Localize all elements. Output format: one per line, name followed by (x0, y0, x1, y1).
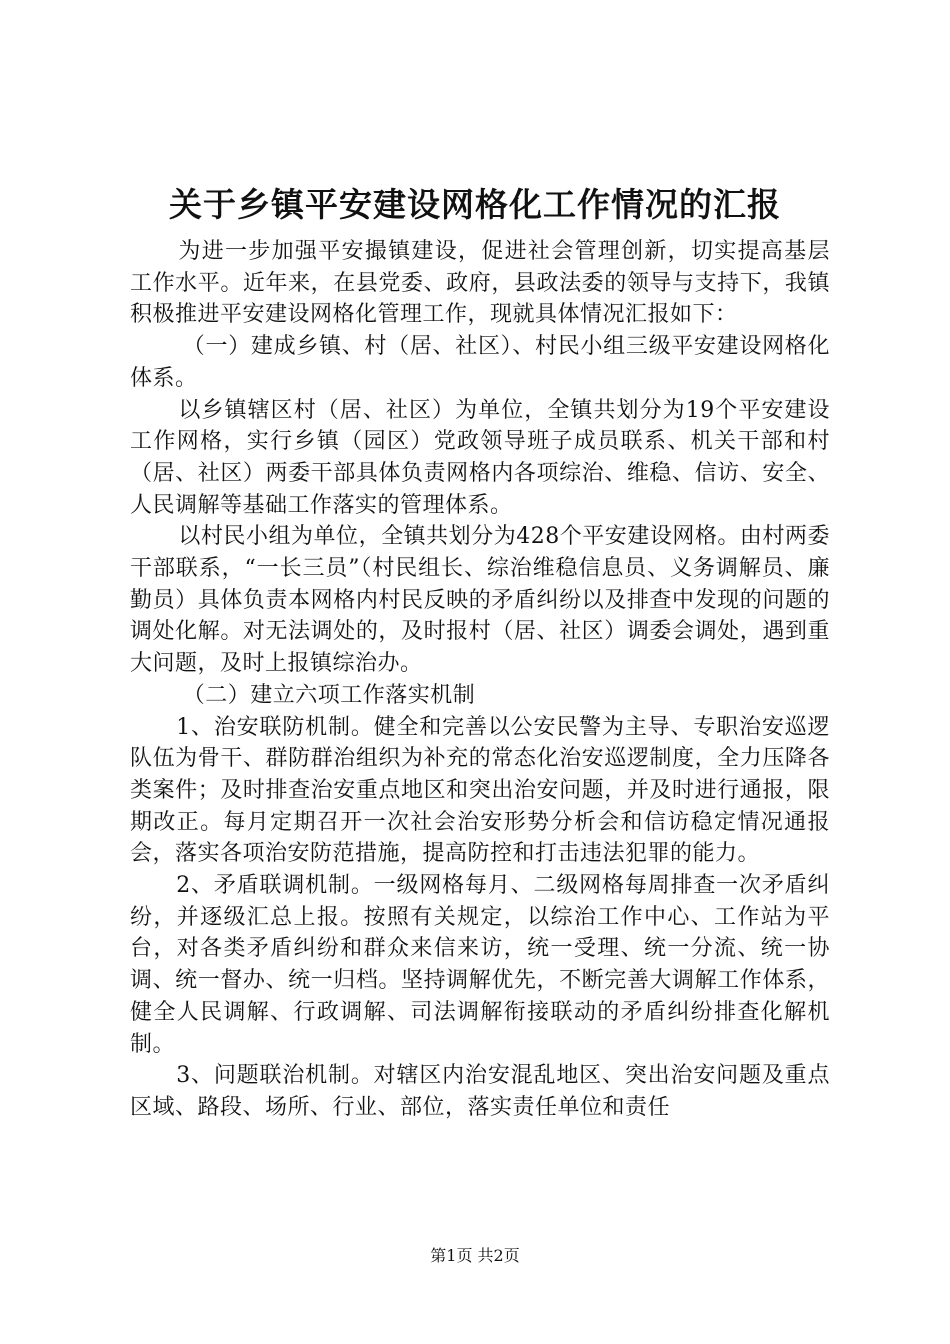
body-paragraph: 以村民小组为单位，全镇共划分为428个平安建设网格。由村两委干部联系，“一长三员”（村民组长、综治维稳信息员、义务调解员、廉勤员）具体负责本网格内村民反映的矛盾纠纷以及排查中发现的问题的调处化解。对无法调处的，及时报村（居、社区）调委会调处，遇到重大问题，及时上报镇综治办。 (130, 524, 830, 677)
numbered-paragraph-2: 2、矛盾联调机制。一级网格每月、二级网格每周排查一次矛盾纠纷，并逐级汇总上报。按照有关规定，以综治工作中心、工作站为平台，对各类矛盾纠纷和群众来信来访，统一受理、统一分流、统一协调、统一督办、统一归档。坚持调解优先，不断完善大调解工作体系，健全人民调解、行政调解、司法调解衔接联动的矛盾纠纷排查化解机制。 (130, 873, 830, 1057)
section-heading-1: （一）建成乡镇、村（居、社区）、村民小组三级平安建设网格化体系。 (130, 334, 830, 391)
intro-paragraph: 为进一步加强平安撮镇建设，促进社会管理创新，切实提高基层工作水平。近年来，在县党委、政府，县政法委的领导与支持下，我镇积极推进平安建设网格化管理工作，现就具体情况汇报如下： (130, 239, 830, 328)
body-paragraph: 以乡镇辖区村（居、社区）为单位，全镇共划分为19个平安建设工作网格，实行乡镇（园区）党政领导班子成员联系、机关干部和村（居、社区）两委干部具体负责网格内各项综治、维稳、信访、安全、人民调解等基础工作落实的管理体系。 (130, 397, 830, 518)
document-title: 关于乡镇平安建设网格化工作情况的汇报 (169, 185, 781, 224)
numbered-paragraph-1: 1、治安联防机制。健全和完善以公安民警为主导、专职治安巡逻队伍为骨干、群防群治组织为补充的常态化治安巡逻制度，全力压降各类案件；及时排查治安重点地区和突出治安问题，并及时进行通报，限期改正。每月定期召开一次社会治安形势分析会和信访稳定情况通报会，落实各项治安防范措施，提高防控和打击违法犯罪的能力。 (130, 714, 830, 867)
document-body (130, 236, 830, 1124)
section-heading-2: （二）建立六项工作落实机制 (182, 682, 476, 708)
page-number-footer: 第1页 共2页 (430, 1246, 520, 1265)
numbered-paragraph-3: 3、问题联治机制。对辖区内治安混乱地区、突出治安问题及重点区域、路段、场所、行业、部位，落实责任单位和责任 (130, 1063, 830, 1120)
